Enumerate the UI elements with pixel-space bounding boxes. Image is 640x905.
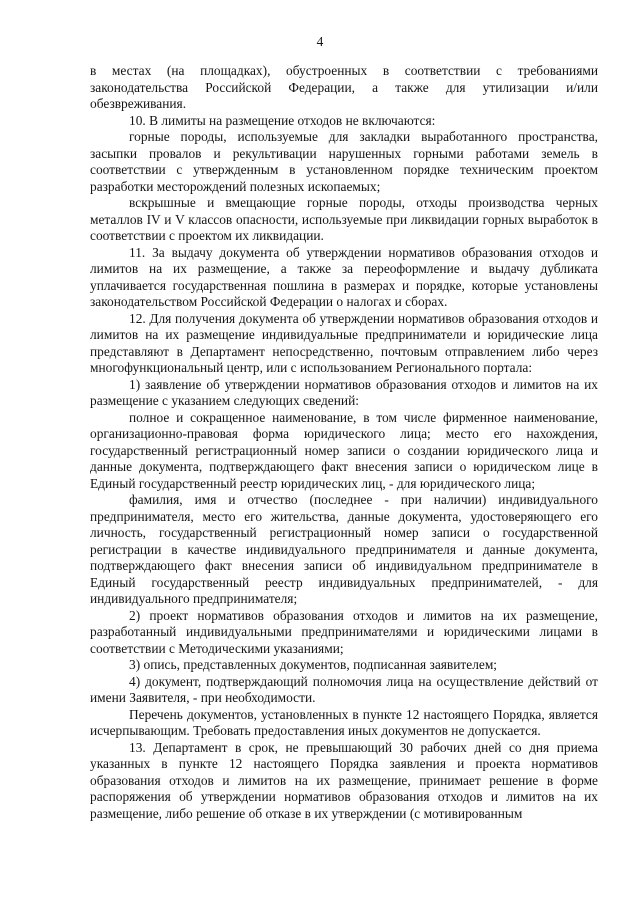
paragraph-overburden-rocks: вскрышные и вмещающие горные породы, отходы производства черных металлов IV и V классов опасности, используемые при ликвидации горных выработок в соответствии с проектом их ликвидации. [90, 195, 598, 243]
paragraph-continuation: в местах (на площадках), обустроенных в соответствии с требованиями законодательства Российской Федерации, а также для утилизации и/или обезвреживания. [90, 63, 598, 111]
paragraph-exhaustive-list: Перечень документов, установленных в пункте 12 настоящего Порядка, является исчерпывающим. Требовать предоставления иных документов не допускается. [90, 706, 598, 738]
paragraph-authority-document: 4) документ, подтверждающий полномочия лица на осуществление действий от имени Заявителя, - при необходимости. [90, 673, 598, 705]
paragraph-item-10: 10. В лимиты на размещение отходов не включаются: [129, 112, 436, 128]
page-number: 4 [316, 34, 324, 49]
paragraph-legal-entity-info: полное и сокращенное наименование, в том числе фирменное наименование, организационно-правовая форма юридического лица; место его нахождения, государственный регистрационный номер записи о создании юридического лица и данные документа, подтверждающего факт внесения записи о юридическом лице в Единый государственный реестр юридических лиц, - для юридического лица; [90, 409, 598, 491]
paragraph-rocks-backfill: горные породы, используемые для закладки выработанного пространства, засыпки провалов и рекультивации нарушенных горными работами земель в соответствии с утвержденным в установленном порядке техническим проектом разработки месторождений полезных ископаемых; [90, 129, 598, 194]
paragraph-entrepreneur-info: фамилия, имя и отчество (последнее - при наличии) индивидуального предпринимателя, место его жительства, данные документа, удостоверяющего его личность, государственный регистрационный номер записи о государственной регистрации в качестве индивидуального предпринимателя и данные документа, подтверждающего факт внесения записи об индивидуальном предпринимателе в Единый государственный реестр индивидуальных предпринимателей, - для индивидуального предпринимателя; [90, 492, 598, 606]
paragraph-item-12: 12. Для получения документа об утверждении нормативов образования отходов и лимитов на их размещение индивидуальные предприниматели и юридические лица представляют в Департамент непосредственно, почтовым отправлением либо через многофункциональный центр, или с использованием Регионального портала: [90, 310, 598, 375]
paragraph-inventory: 3) опись, представленных документов, подписанная заявителем; [129, 657, 498, 672]
paragraph-draft-norms: 2) проект нормативов образования отходов и лимитов на их размещение, разработанный индивидуальными предпринимателями и юридическими лицами в соответствии с Методическими указаниями; [90, 607, 598, 656]
paragraph-item-11: 11. За выдачу документа об утверждении нормативов образования отходов и лимитов на их размещение, а также за переоформление и выдачу дубликата уплачивается государственная пошлина в размерах и порядке, которые установлены законодательством Российской Федерации о налогах и сборах. [90, 244, 598, 309]
paragraph-item-13: 13. Департамент в срок, не превышающий 30 рабочих дней со дня приема указанных в пункте 12 настоящего Порядка заявления и проекта нормативов образования отходов и лимитов на их размещение, принимает решение в форме распоряжения об утверждении нормативов образования отходов и лимитов на их размещение, либо решение об отказе в их утверждении (с мотивированным [90, 739, 598, 821]
paragraph-application: 1) заявление об утверждении нормативов образования отходов и лимитов на их размещение с указанием следующих сведений: [90, 376, 598, 408]
document-body [90, 63, 598, 822]
